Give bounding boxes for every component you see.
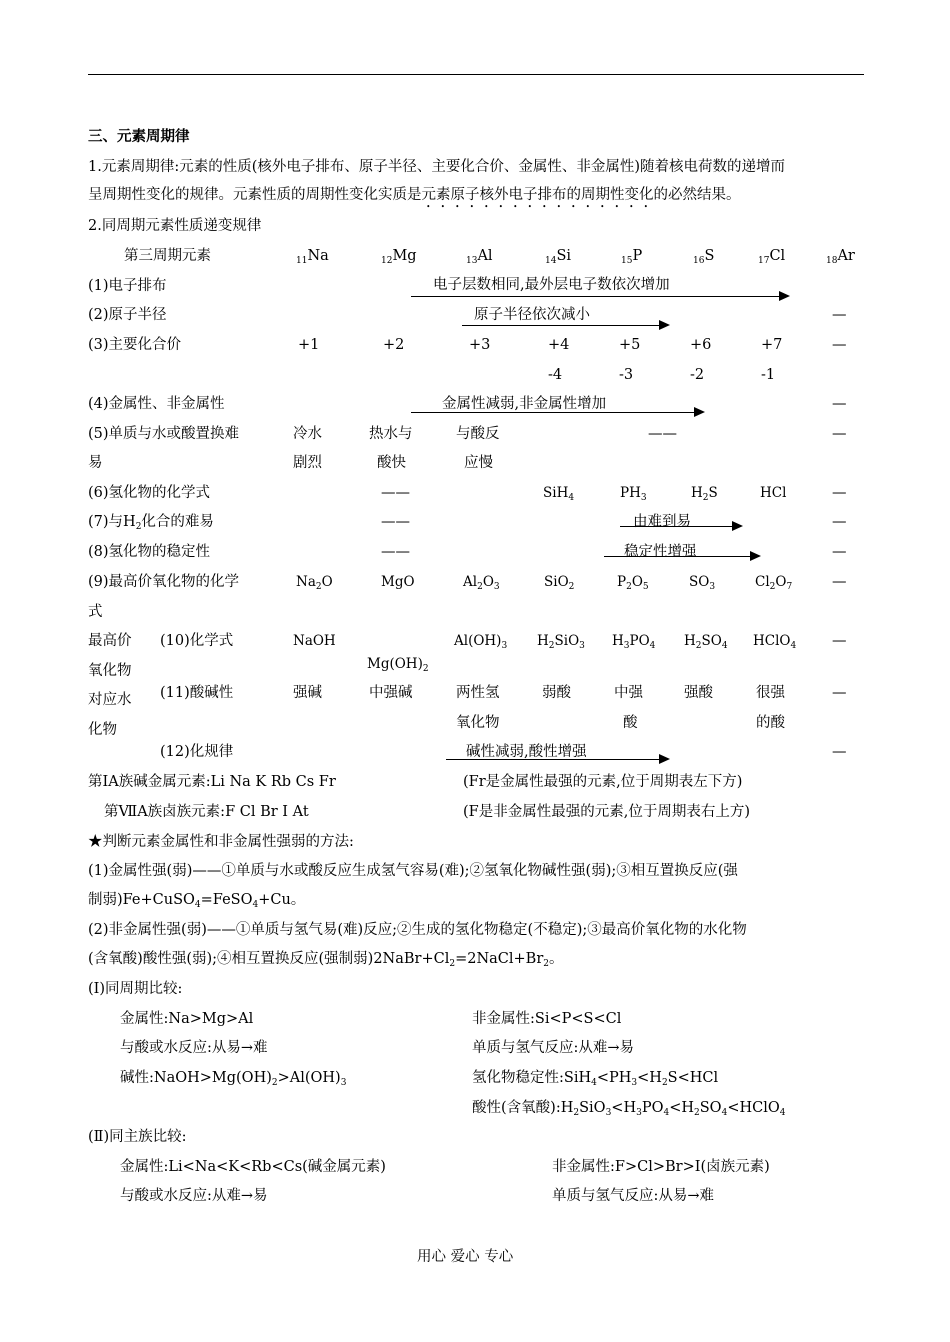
acidity-p: 中强 [614, 685, 643, 701]
nonmetal-dash: —— [648, 426, 677, 442]
ar-dash: — [832, 744, 847, 760]
row-4-text: 金属性减弱,非金属性增加 [442, 396, 607, 412]
row-8-label: (8)氢化物的稳定性 [88, 544, 211, 560]
hydroxide-label-4: 化物 [88, 722, 117, 738]
valence-al: +3 [469, 337, 491, 353]
oxide-cl: $Cl_2O_7$ [755, 574, 793, 592]
element-s: $_{16}$S [693, 248, 715, 266]
neg-valence-si: -4 [548, 367, 563, 383]
element-si: $_{14}$Si [545, 248, 572, 266]
neg-valence-p: -3 [619, 367, 634, 383]
hydride-cl: HCl [760, 485, 787, 501]
oxide-s: $SO_3$ [689, 574, 716, 592]
na-water-2: 剧烈 [293, 455, 322, 471]
oxide-al: $Al_2O_3$ [463, 574, 500, 592]
acidity-s: 强酸 [684, 685, 713, 701]
c1-metal: 金属性:Na>Mg>Al [120, 1011, 254, 1027]
arrow-right-icon [411, 296, 787, 297]
c1-stability: 氢化物稳定性$:SiH_4<PH_3<H_2S<HCl$ [472, 1070, 719, 1088]
row-4-label: (4)金属性、非金属性 [88, 396, 225, 412]
emphasis-text: 元素原子核外电子排布的周期性变化 [421, 187, 654, 203]
ar-dash: — [832, 307, 847, 323]
valence-p: +5 [619, 337, 641, 353]
method-1-line-2: 制弱)Fe+CuSO$_4$=FeSO$_4$+Cu。 [88, 892, 306, 910]
element-al: $_{13}$Al [466, 248, 493, 266]
section-title: 三、元素周期律 [88, 128, 190, 145]
hydroxide-mg: $Mg(OH)_2$ [367, 656, 429, 674]
oxide-si: SiO$_2$ [544, 574, 575, 592]
row-5-label-cont: 易 [88, 455, 103, 471]
comparison-1-title: (Ⅰ)同周期比较: [88, 981, 183, 997]
acidity-al: 两性氢 [456, 685, 500, 701]
row-6-label: (6)氢化物的化学式 [88, 485, 211, 501]
ar-dash: — [832, 574, 847, 590]
hydroxide-label-2: 氧化物 [88, 663, 132, 679]
row-5-label: (5)单质与水或酸置换难 [88, 426, 240, 442]
row-8-text: 稳定性增强 [624, 544, 697, 560]
element-mg: $_{12}$Mg [381, 248, 417, 266]
ar-dash: — [832, 514, 847, 530]
ar-dash: — [832, 685, 847, 701]
method-2-line-1: (2)非金属性强(弱)——①单质与氢气易(难)反应;②生成的氢化物稳定(不稳定);③最高价氧化物的水化物 [88, 922, 747, 938]
acidity-al-2: 氧化物 [456, 715, 500, 731]
method-2-line-2: (含氧酸)酸性强(弱);④相互置换反应(强制弱)$2NaBr+Cl_2=2NaCl+Br_2$。 [88, 951, 564, 969]
acidity-si: 弱酸 [542, 685, 571, 701]
acidity-cl-2: 的酸 [756, 715, 785, 731]
c2-acid-water: 与酸或水反应:从难→易 [120, 1188, 268, 1204]
table-header-label: 第三周期元素 [124, 248, 211, 264]
metal-dash: —— [381, 514, 410, 530]
halogens: 第ⅦA族卤族元素:F Cl Br I At [104, 804, 309, 820]
valence-s: +6 [690, 337, 712, 353]
metal-dash: —— [381, 485, 410, 501]
al-water-2: 应慢 [464, 455, 493, 471]
acid-s: $H_2SO_4$ [684, 633, 728, 651]
arrow-right-icon [411, 412, 702, 413]
arrow-right-icon [620, 526, 740, 527]
mg-water: 热水与 [369, 426, 413, 442]
metal-dash: —— [381, 544, 410, 560]
paragraph-1-line-1: 1.元素周期律:元素的性质(核外电子排布、原子半径、主要化合价、金属性、非金属性)随着核电荷数的递增而 [88, 159, 786, 175]
acid-cl: HClO$_4$ [753, 633, 797, 651]
halogen-note: (F是非金属性最强的元素,位于周期表右上方) [463, 804, 750, 820]
paragraph-2: 2.同周期元素性质递变规律 [88, 218, 262, 234]
na-water: 冷水 [293, 426, 322, 442]
row-3-label: (3)主要化合价 [88, 337, 182, 353]
c1-basicity: 碱性$:NaOH>Mg(OH)_2>Al(OH)_3$ [120, 1070, 347, 1088]
ar-dash: — [832, 337, 847, 353]
hydroxide-al: $Al(OH)_3$ [454, 633, 508, 651]
oxide-mg: MgO [381, 574, 415, 590]
row-2-text: 原子半径依次减小 [474, 307, 590, 323]
valence-si: +4 [548, 337, 570, 353]
element-na: $_{11}$Na [296, 248, 329, 266]
c1-hydrogen: 单质与氢气反应:从难→易 [472, 1040, 635, 1056]
acid-p: $H_3PO_4$ [612, 633, 656, 651]
acidity-mg: 中强碱 [369, 685, 413, 701]
arrow-right-icon [462, 325, 667, 326]
element-ar: $_{18}$Ar [826, 248, 855, 266]
alkali-metals: 第ⅠA族碱金属元素:Li Na K Rb Cs Fr [88, 774, 336, 790]
element-p: $_{15}$P [621, 248, 643, 266]
ar-dash: — [832, 485, 847, 501]
page-footer: 用心 爱心 专心 [417, 1249, 514, 1265]
method-title: ★判断元素金属性和非金属性强弱的方法: [88, 834, 354, 850]
element-cl: $_{17}$Cl [758, 248, 786, 266]
row-1-label: (1)电子排布 [88, 278, 167, 294]
hydride-si: SiH$_4$ [543, 485, 575, 503]
acidity-p-2: 酸 [623, 715, 638, 731]
arrow-right-icon [446, 759, 667, 760]
neg-valence-cl: -1 [761, 367, 776, 383]
c2-nonmetal: 非金属性:F>Cl>Br>I(卤族元素) [552, 1159, 770, 1175]
c1-acidity: 酸性(含氧酸)$:H_2SiO_3<H_3PO_4<H_2SO_4<HClO_4$ [472, 1100, 786, 1118]
c1-nonmetal: 非金属性:Si<P<S<Cl [472, 1011, 622, 1027]
acidity-na: 强碱 [293, 685, 322, 701]
hydride-p: $PH_3$ [620, 485, 647, 503]
alkali-note: (Fr是金属性最强的元素,位于周期表左下方) [463, 774, 743, 790]
row-10-label: (10)化学式 [160, 633, 234, 649]
row-9-label-cont: 式 [88, 604, 103, 620]
row-2-label: (2)原子半径 [88, 307, 167, 323]
hydride-s: $H_2S$ [691, 485, 718, 503]
valence-mg: +2 [383, 337, 405, 353]
hydroxide-label-1: 最高价 [88, 633, 132, 649]
ar-dash: — [832, 396, 847, 412]
row-1-text: 电子层数相同,最外层电子数依次增加 [433, 277, 670, 293]
mg-water-2: 酸快 [377, 455, 406, 471]
oxide-na: $Na_2O$ [296, 574, 333, 592]
paragraph-1-line-2: 呈周期性变化的规律。元素性质的周期性变化实质是元素原子核外电子排布的周期性变化的必然结果。 [88, 187, 741, 203]
neg-valence-s: -2 [690, 367, 705, 383]
row-12-label: (12)化规律 [160, 744, 234, 760]
row-7-text: 由难到易 [633, 514, 691, 530]
row-11-label: (11)酸碱性 [160, 685, 234, 701]
arrow-right-icon [604, 556, 758, 557]
c2-metal: 金属性:Li<Na<K<Rb<Cs(碱金属元素) [120, 1159, 386, 1175]
c1-acid-water: 与酸或水反应:从易→难 [120, 1040, 268, 1056]
hydroxide-label-3: 对应水 [88, 692, 132, 708]
row-12-text: 碱性减弱,酸性增强 [466, 744, 587, 760]
c2-hydrogen: 单质与氢气反应:从易→难 [552, 1188, 715, 1204]
valence-cl: +7 [761, 337, 783, 353]
row-7-label: (7)与$H_2$化合的难易 [88, 514, 214, 532]
comparison-2-title: (Ⅱ)同主族比较: [88, 1129, 187, 1145]
ar-dash: — [832, 426, 847, 442]
header-rule [88, 74, 864, 75]
ar-dash: — [832, 544, 847, 560]
al-water: 与酸反 [456, 426, 500, 442]
acid-si: $H_2SiO_3$ [537, 633, 585, 651]
method-1-line-1: (1)金属性强(弱)——①单质与水或酸反应生成氢气容易(难);②氢氧化物碱性强(弱);③相互置换反应(强 [88, 863, 738, 879]
row-9-label: (9)最高价氧化物的化学 [88, 574, 240, 590]
ar-dash: — [832, 633, 847, 649]
valence-na: +1 [298, 337, 320, 353]
hydroxide-na: NaOH [293, 633, 336, 649]
oxide-p: $P_2O_5$ [617, 574, 649, 592]
acidity-cl: 很强 [756, 685, 785, 701]
